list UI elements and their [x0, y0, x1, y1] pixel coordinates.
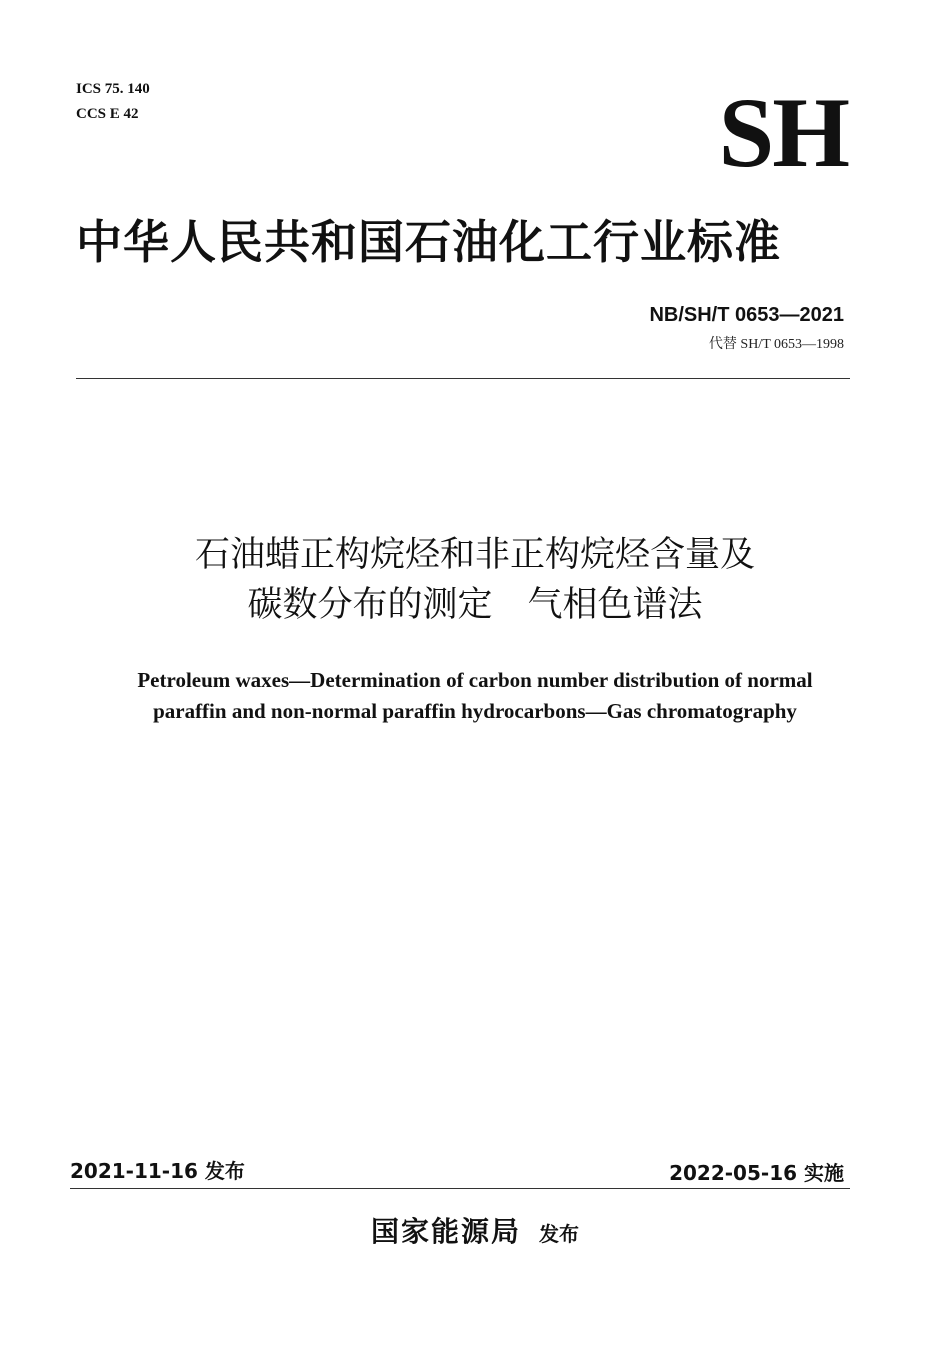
- footer-divider: [70, 1188, 850, 1189]
- ccs-code: CCS E 42: [76, 106, 139, 122]
- standard-number: NB/SH/T 0653—2021: [649, 304, 844, 326]
- english-title-line-2: paraffin and non-normal paraffin hydrocarbons—Gas chromatography: [153, 699, 797, 723]
- english-document-title: [0, 665, 950, 727]
- chinese-title-line-2: 碳数分布的测定 气相色谱法: [247, 585, 703, 625]
- sh-logo: SH: [718, 77, 848, 188]
- header-divider: [76, 378, 850, 379]
- publisher-name: 国家能源局: [370, 1215, 521, 1248]
- publisher-suffix: 发布: [539, 1222, 579, 1246]
- issue-date: 2021-11-16 发布: [70, 1159, 245, 1183]
- implementation-date: 2022-05-16 实施: [669, 1161, 844, 1185]
- chinese-document-title: [0, 530, 950, 630]
- standard-category-title: 中华人民共和国石油化工行业标准: [76, 215, 781, 269]
- english-title-line-1: Petroleum waxes—Determination of carbon number distribution of normal: [137, 668, 813, 692]
- publisher: [0, 1212, 950, 1254]
- chinese-title-line-1: 石油蜡正构烷烃和非正构烷烃含量及: [194, 535, 755, 575]
- replaces-standard: 代替 SH/T 0653—1998: [708, 337, 844, 352]
- ics-code: ICS 75. 140: [76, 81, 150, 97]
